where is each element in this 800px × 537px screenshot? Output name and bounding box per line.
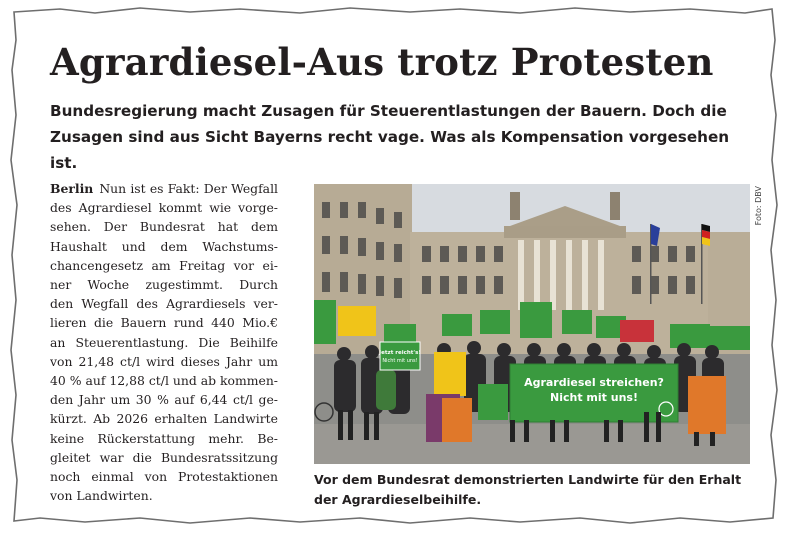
body-line: den Wegfall des Agrardiesels ver- [50, 296, 278, 312]
subheadline: Bundesregierung macht Zusagen für Steuerentlastungen der Bauern. Doch die Zusagen sind aus Sicht Bayerns recht vage. Was als Kompensation vorgesehen ist. [50, 102, 730, 172]
body-line: den Jahr um 30 % auf 6,44 ct/l ge- [50, 392, 278, 408]
body-line: von Landwirten. [50, 488, 153, 504]
body-line: des Agrardiesel kommt wie vorge- [50, 200, 278, 216]
body-line: gleitet war die Bundesratssitzung [50, 449, 278, 465]
body-first-line [50, 179, 278, 198]
body-line: keine Rückerstattung mehr. Be- [50, 430, 278, 446]
photo-caption: Vor dem Bundesrat demonstrierten Landwirte für den Erhalt der Agrardieselbeihilfe. [314, 472, 742, 507]
headline: Agrardiesel-Aus trotz Protesten [50, 40, 714, 84]
photo-illustration [314, 184, 750, 464]
body-line: lieren die Bauern rund 440 Mio.€ [50, 315, 278, 331]
body-line: ner Woche zugestimmt. Durch [50, 277, 278, 293]
photo-credit: Foto: DBV [754, 186, 763, 226]
body-line: sehen. Der Bundesrat hat dem [50, 219, 278, 235]
body-line: kürzt. Ab 2026 erhalten Landwirte [50, 411, 278, 427]
body-line: von 21,48 ct/l wird dieses Jahr um [50, 353, 278, 369]
body-line: Nun ist es Fakt: Der Wegfall [99, 181, 278, 196]
banner-line-1: Agrardiesel streichen? [524, 376, 664, 389]
body-line: noch einmal von Protestaktionen [50, 469, 278, 485]
body-line: Haushalt und dem Wachstums- [50, 238, 278, 254]
sign-jetzt-reichts: Jetzt reicht's! [379, 350, 421, 356]
body-line: chancengesetz am Freitag vor ei- [50, 257, 278, 273]
banner-line-2: Nicht mit uns! [550, 391, 638, 404]
body-line: an Steuerentlastung. Die Beihilfe [50, 334, 278, 350]
article-body [50, 179, 278, 505]
dateline: Berlin [50, 181, 94, 196]
sign-nicht-mit-uns: Nicht mit uns! [382, 358, 418, 364]
body-line: 40 % auf 12,88 ct/l und ab kommen- [50, 373, 278, 389]
protest-photo [314, 184, 750, 464]
